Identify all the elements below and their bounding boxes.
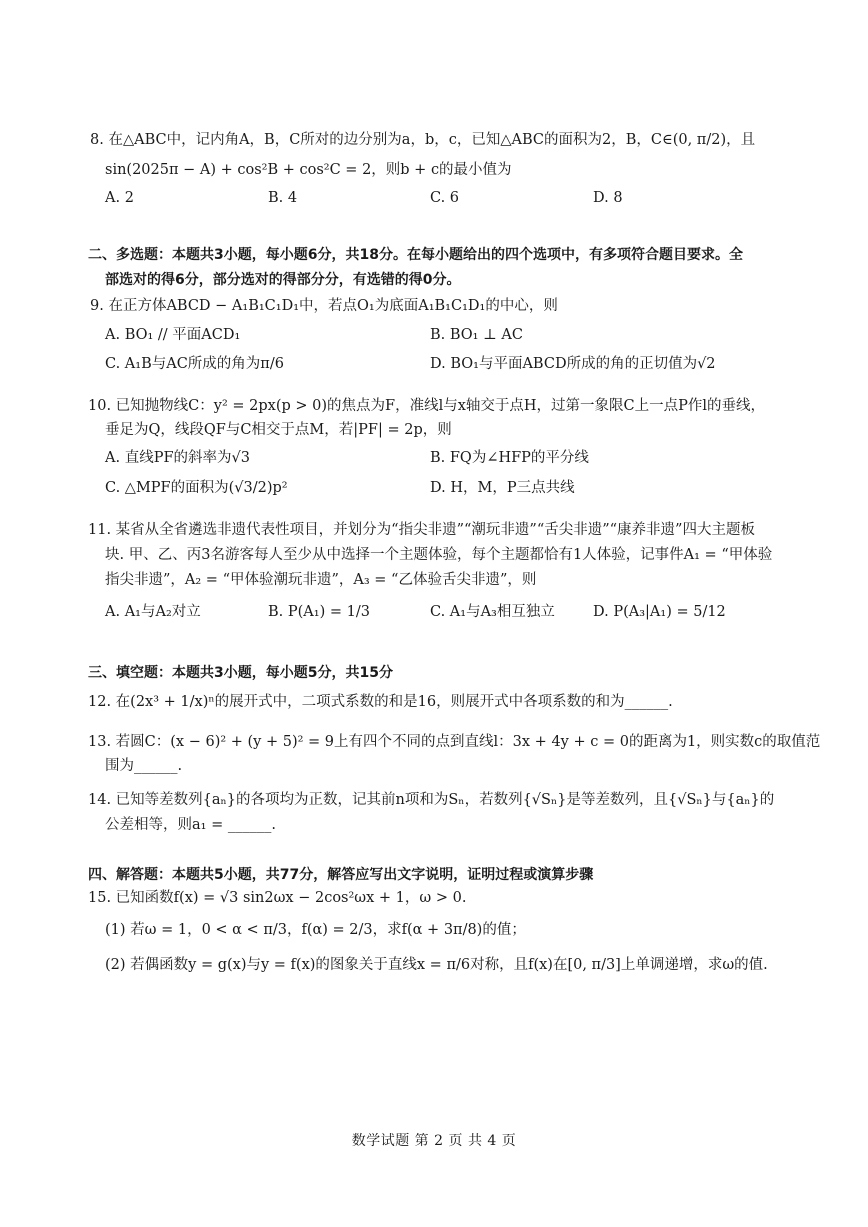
q9-option-d: D. BO₁与平面ABCD所成的角的正切值为√2	[430, 356, 716, 372]
q15-part-1: (1) 若ω = 1，0 < α < π/3，f(α) = 2/3，求f(α + 3π/8)的值；	[105, 922, 526, 938]
q13-stem-line-1: 13. 若圆C：(x − 6)² + (y + 5)² = 9上有四个不同的点到直线l：3x + 4y + c = 0的距离为1，则实数c的取值范	[88, 734, 821, 750]
q11-option-b: B. P(A₁) = 1/3	[268, 604, 370, 620]
page-footer: 数学试题 第 2 页 共 4 页	[351, 1133, 517, 1149]
q15-stem: 15. 已知函数f(x) = √3 sin2ωx − 2cos²ωx + 1，ω > 0.	[88, 890, 467, 906]
section3-header: 三、填空题：本题共3小题，每小题5分，共15分	[88, 665, 393, 681]
q14-stem-line-2: 公差相等，则a₁ = ______.	[105, 817, 276, 833]
q11-option-a: A. A₁与A₂对立	[105, 604, 201, 620]
q10-option-b: B. FQ为∠HFP的平分线	[430, 450, 589, 466]
q9-stem: 9. 在正方体ABCD − A₁B₁C₁D₁中，若点O₁为底面A₁B₁C₁D₁的中心，则	[90, 298, 558, 314]
q11-stem-line-3: 指尖非遗”，A₂ = “甲体验潮玩非遗”，A₃ = “乙体验舌尖非遗”，则	[105, 572, 537, 588]
q8-option-b: B. 4	[268, 190, 298, 206]
section2-header-line-1: 二、多选题：本题共3小题，每小题6分，共18分。在每小题给出的四个选项中，有多项符合题目要求。全	[88, 247, 743, 263]
q8-stem-line-1: 8. 在△ABC中，记内角A，B，C所对的边分别为a，b，c，已知△ABC的面积为2，B，C∈(0, π/2)，且	[90, 132, 756, 148]
q9-option-c: C. A₁B与AC所成的角为π/6	[105, 356, 284, 372]
q10-option-c: C. △MPF的面积为(√3/2)p²	[105, 480, 288, 496]
q10-stem-line-2: 垂足为Q，线段QF与C相交于点M，若|PF| = 2p，则	[105, 422, 452, 438]
q11-option-d: D. P(A₃|A₁) = 5/12	[593, 604, 726, 620]
q8-option-d: D. 8	[593, 190, 623, 206]
q8-option-a: A. 2	[105, 190, 134, 206]
q8-stem-line-2: sin(2025π − A) + cos²B + cos²C = 2，则b + c的最小值为	[105, 162, 512, 178]
q11-option-c: C. A₁与A₃相互独立	[430, 604, 555, 620]
q10-stem-line-1: 10. 已知抛物线C：y² = 2px(p > 0)的焦点为F，准线l与x轴交于点H，过第一象限C上一点P作l的垂线，	[88, 398, 766, 414]
q15-part-2: (2) 若偶函数y = g(x)与y = f(x)的图象关于直线x = π/6对称，且f(x)在[0, π/3]上单调递增，求ω的值.	[105, 957, 768, 973]
q9-option-b: B. BO₁ ⊥ AC	[430, 327, 523, 343]
q12-stem: 12. 在(2x³ + 1/x)ⁿ的展开式中，二项式系数的和是16，则展开式中各项系数的和为______.	[88, 694, 673, 710]
q11-stem-line-1: 11. 某省从全省遴选非遗代表性项目，并划分为“指尖非遗”“潮玩非遗”“舌尖非遗”“康养非遗”四大主题板	[88, 522, 755, 538]
q10-option-a: A. 直线PF的斜率为√3	[105, 450, 250, 466]
q11-stem-line-2: 块. 甲、乙、丙3名游客每人至少从中选择一个主题体验，每个主题都恰有1人体验，记事件A₁ = “甲体验	[105, 547, 773, 563]
q13-stem-line-2: 围为______.	[105, 758, 183, 774]
q9-option-a: A. BO₁ // 平面ACD₁	[105, 327, 241, 343]
q10-option-d: D. H，M，P三点共线	[430, 480, 575, 496]
section4-header: 四、解答题：本题共5小题，共77分，解答应写出文字说明，证明过程或演算步骤	[88, 867, 594, 883]
q14-stem-line-1: 14. 已知等差数列{aₙ}的各项均为正数，记其前n项和为Sₙ，若数列{√Sₙ}是等差数列，且{√Sₙ}与{aₙ}的	[88, 792, 775, 808]
section2-header-line-2: 部选对的得6分，部分选对的得部分分，有选错的得0分。	[105, 272, 461, 288]
q8-option-c: C. 6	[430, 190, 460, 206]
